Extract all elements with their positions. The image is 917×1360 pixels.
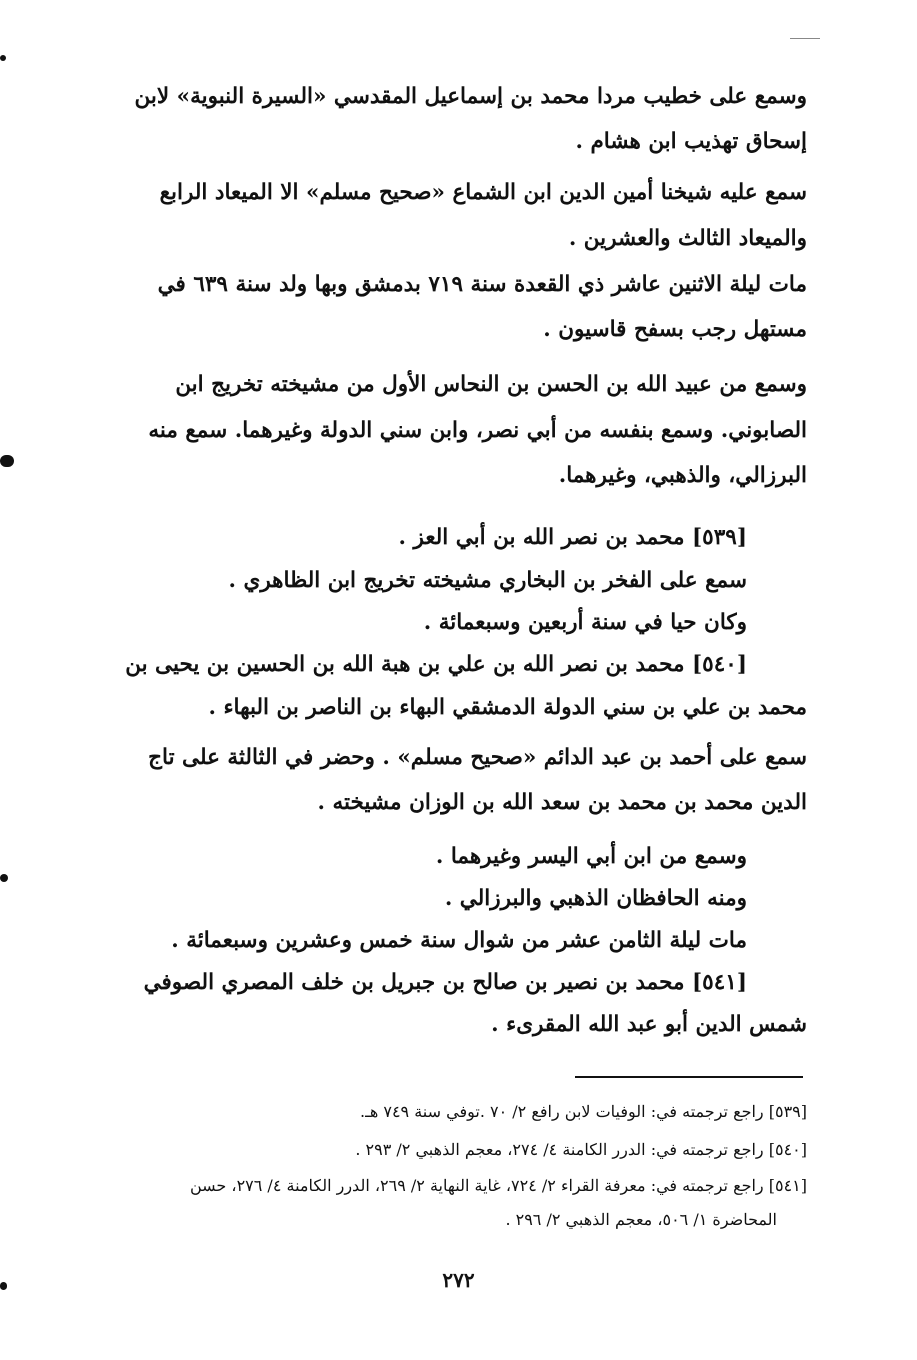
text-line: وسمع على خطيب مردا محمد بن إسماعيل المقدسي «السيرة النبوية» لابن bbox=[134, 84, 807, 109]
text-line: سمع على الفخر بن البخاري مشيخته تخريج ابن الظاهري . bbox=[228, 568, 747, 593]
text-line: مات ليلة الاثنين عاشر ذي القعدة سنة ٧١٩ بدمشق وبها ولد سنة ٦٣٩ في bbox=[157, 272, 807, 297]
footnote-541-cont: المحاضرة ١/ ٥٠٦، معجم الذهبي ٢/ ٢٩٦ . bbox=[505, 1210, 777, 1229]
scan-edge-mark bbox=[0, 1282, 7, 1290]
text-line: وسمع من عبيد الله بن الحسن بن النحاس الأول من مشيخته تخريج ابن bbox=[175, 372, 807, 397]
text-line: والميعاد الثالث والعشرين . bbox=[568, 226, 807, 251]
text-line: محمد بن علي بن سني الدولة الدمشقي البهاء بن الناصر بن البهاء . bbox=[208, 695, 807, 720]
footnote-separator bbox=[575, 1076, 803, 1078]
footnote-541: [٥٤١] راجع ترجمته في: معرفة القراء ٢/ ٧٢٤، غاية النهاية ٢/ ٢٦٩، الدرر الكامنة ٤/ ٢٧٦، حسن bbox=[189, 1176, 807, 1195]
text-line: الصابوني. وسمع بنفسه من أبي نصر، وابن سني الدولة وغيرهما. سمع منه bbox=[148, 418, 807, 443]
footnote-540: [٥٤٠] راجع ترجمته في: الدرر الكامنة ٤/ ٢٧٤، معجم الذهبي ٢/ ٢٩٣ . bbox=[355, 1140, 807, 1159]
scan-edge-mark bbox=[0, 455, 14, 467]
text-line: وكان حيا في سنة أربعين وسبعمائة . bbox=[423, 610, 747, 635]
page-number: ٢٧٢ bbox=[442, 1268, 475, 1292]
text-line: مات ليلة الثامن عشر من شوال سنة خمس وعشرين وسبعمائة . bbox=[171, 928, 747, 953]
text-line: الدين محمد بن محمد بن سعد الله بن الوزان مشيخته . bbox=[317, 790, 807, 815]
text-line: ومنه الحافظان الذهبي والبرزالي . bbox=[444, 886, 747, 911]
text-line: البرزالي، والذهبي، وغيرهما. bbox=[558, 463, 807, 488]
entry-540-heading: [٥٤٠] محمد بن نصر الله بن علي بن هبة الله بن الحسين بن يحيى بن bbox=[125, 652, 747, 677]
scan-edge-mark bbox=[0, 55, 6, 61]
text-line: وسمع من ابن أبي اليسر وغيرهما . bbox=[435, 844, 747, 869]
entry-541-heading: [٥٤١] محمد بن نصير بن صالح بن جبريل بن خلف المصري الصوفي bbox=[143, 970, 747, 995]
text-line: مستهل رجب بسفح قاسيون . bbox=[543, 317, 807, 342]
text-line: شمس الدين أبو عبد الله المقرىء . bbox=[491, 1012, 807, 1037]
text-line: إسحاق تهذيب ابن هشام . bbox=[575, 129, 807, 154]
entry-539-heading: [٥٣٩] محمد بن نصر الله بن أبي العز . bbox=[398, 525, 747, 550]
footnote-539: [٥٣٩] راجع ترجمته في: الوفيات لابن رافع ٢/ ٧٠ .توفي سنة ٧٤٩ هـ. bbox=[360, 1102, 807, 1121]
text-line: سمع على أحمد بن عبد الدائم «صحيح مسلم» . وحضر في الثالثة على تاج bbox=[148, 745, 807, 770]
text-line: سمع عليه شيخنا أمين الدين ابن الشماع «صحيح مسلم» الا الميعاد الرابع bbox=[159, 180, 807, 205]
scan-edge-mark bbox=[0, 874, 8, 882]
scan-speck bbox=[790, 38, 820, 39]
